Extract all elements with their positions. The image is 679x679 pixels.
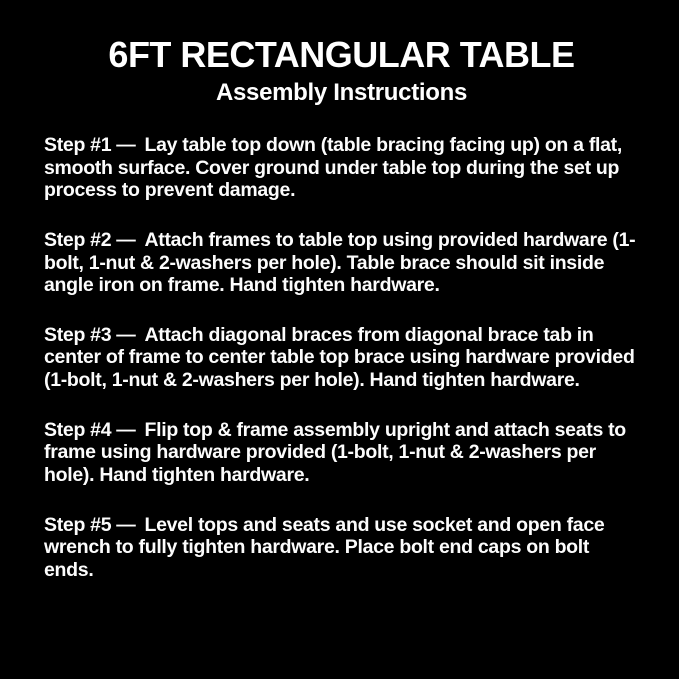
step-1-label: Step #1: [44, 134, 112, 157]
steps-list: [44, 134, 639, 581]
page-subtitle: Assembly Instructions: [215, 79, 468, 107]
page-title: 6FT RECTANGULAR TABLE: [108, 34, 575, 75]
step-3: [44, 324, 639, 392]
step-4-text: Flip top & frame assembly upright and attach seats to frame using hardware provided (1-bolt, 1-nut & 2-washers per hole). Hand tighten hardware.: [44, 418, 626, 486]
step-3-label: Step #3: [44, 323, 112, 346]
step-2-text: Attach frames to table top using provided hardware (1-bolt, 1-nut & 2-washers per hole). Table brace should sit inside angle iron on frame. Hand tighten hardware.: [44, 229, 636, 297]
step-2-label: Step #2: [44, 229, 112, 252]
step-4: [44, 419, 639, 487]
step-4-separator: —: [116, 418, 136, 441]
step-2-separator: —: [116, 229, 136, 252]
step-3-separator: —: [116, 323, 136, 346]
step-5-separator: —: [116, 513, 136, 536]
step-5-label: Step #5: [44, 513, 112, 536]
step-2: [44, 229, 639, 297]
step-1: [44, 134, 639, 202]
step-1-text: Lay table top down (table bracing facing up) on a flat, smooth surface. Cover ground under table top during the set up process to prevent damage.: [44, 134, 622, 202]
step-5-text: Level tops and seats and use socket and open face wrench to fully tighten hardware. Place bolt end caps on bolt ends.: [44, 513, 605, 581]
step-3-text: Attach diagonal braces from diagonal brace tab in center of frame to center table top brace using hardware provided (1-bolt, 1-nut & 2-washers per hole). Hand tighten hardware.: [44, 323, 635, 392]
step-4-label: Step #4: [44, 418, 112, 441]
step-5: [44, 514, 639, 582]
step-1-separator: —: [116, 134, 136, 157]
